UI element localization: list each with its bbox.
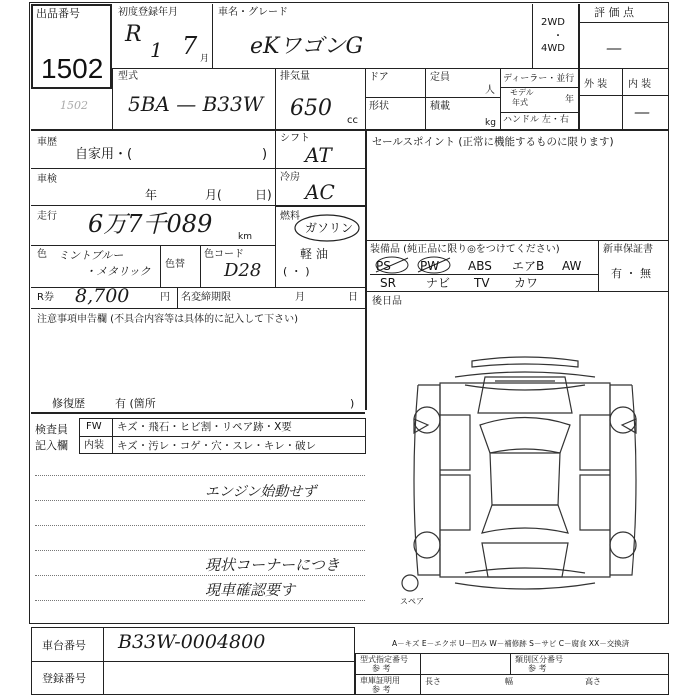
spare-label: スペア bbox=[400, 597, 424, 606]
divider bbox=[532, 4, 533, 68]
inspector-comment-2: 現状コーナーにつき bbox=[205, 556, 340, 574]
divider bbox=[31, 129, 669, 131]
car-name: eKワゴンG bbox=[250, 34, 364, 59]
equipment-item: ナビ bbox=[426, 276, 451, 290]
damage-legend: A－キズ E－エクボ U－凹み W－補修跡 S－サビ C－腐食 XX－交換済 bbox=[392, 639, 630, 648]
divider bbox=[112, 418, 113, 454]
divider bbox=[275, 129, 276, 287]
length-label: 長さ bbox=[425, 677, 441, 686]
color-value-2: ・メタリック bbox=[85, 265, 151, 278]
recycle-label: R券 bbox=[37, 292, 54, 303]
interior-label: 内 装 bbox=[628, 79, 652, 90]
divider bbox=[598, 240, 599, 291]
dealer-label: ディーラー・並行 bbox=[503, 74, 575, 84]
color-label: 色 bbox=[37, 249, 47, 260]
history-close: ) bbox=[262, 147, 268, 162]
divider bbox=[112, 68, 113, 129]
divider bbox=[420, 653, 421, 695]
divider bbox=[425, 68, 426, 129]
repair-value: 有 (箇所 bbox=[115, 397, 156, 410]
score-value: — bbox=[606, 38, 622, 57]
fuel-option-gasoline: ガソリン bbox=[305, 221, 354, 235]
reg-month: 7 bbox=[182, 32, 198, 60]
car-name-label: 車名・グレード bbox=[218, 7, 288, 18]
model-year-label-2: 年式 bbox=[512, 98, 528, 107]
fuel-circle-mark bbox=[292, 210, 362, 244]
drive-4wd: 4WD bbox=[541, 43, 565, 54]
color-change-label: 色替 bbox=[165, 259, 185, 270]
divider bbox=[622, 68, 623, 129]
equipment-label: 装備品 (純正品に限り◎をつけてください) bbox=[370, 244, 560, 255]
handle-label: ハンドル 左・右 bbox=[503, 115, 569, 125]
divider bbox=[365, 129, 367, 410]
equipment-item: カワ bbox=[514, 276, 539, 290]
divider bbox=[365, 240, 669, 241]
name-change-month: 月 bbox=[295, 292, 305, 303]
divider bbox=[103, 627, 104, 695]
color-code-value: D28 bbox=[224, 260, 262, 281]
divider bbox=[31, 412, 365, 414]
divider bbox=[275, 206, 365, 207]
mileage-unit: km bbox=[238, 232, 252, 242]
model-year-label: モデル bbox=[510, 88, 534, 97]
inspector-comment-3: 現車確認要す bbox=[205, 581, 296, 599]
class-label: 類別区分番号 bbox=[515, 655, 563, 664]
type-cert-ref: 参 考 bbox=[372, 664, 391, 673]
divider bbox=[500, 68, 501, 129]
equipment-item: AW bbox=[562, 259, 582, 273]
inspection-label: 車検 bbox=[37, 174, 57, 185]
equipment-item: エアB bbox=[512, 259, 545, 273]
fuel-label: 燃料 bbox=[280, 211, 300, 222]
mileage-label: 走行 bbox=[37, 211, 57, 222]
cert-label: 車庫証明用 bbox=[360, 676, 400, 685]
warranty-value: 有 ・ 無 bbox=[611, 267, 651, 280]
width-label: 幅 bbox=[505, 677, 513, 686]
fuel-option-diesel: 軽 油 bbox=[300, 247, 328, 261]
divider bbox=[365, 291, 669, 292]
model-value: 5BA — B33W bbox=[128, 92, 264, 116]
model-label: 型式 bbox=[118, 71, 138, 82]
divider bbox=[31, 661, 355, 662]
fw-label: FW bbox=[86, 421, 102, 432]
divider bbox=[365, 68, 366, 129]
comment-line bbox=[35, 475, 365, 476]
inspection-year: 年 bbox=[145, 188, 158, 202]
shape-label: 形状 bbox=[369, 101, 389, 112]
displacement-unit: cc bbox=[347, 115, 358, 126]
equipment-item: SR bbox=[380, 276, 396, 290]
lot-number-faint: 1502 bbox=[60, 99, 88, 112]
int-text: キズ・汚レ・コゲ・穴・スレ・キレ・破レ bbox=[117, 440, 317, 452]
divider bbox=[112, 68, 669, 69]
divider bbox=[212, 4, 213, 68]
repair-close: ) bbox=[350, 397, 355, 410]
int-label: 内装 bbox=[84, 440, 104, 451]
score-label: 評 価 点 bbox=[594, 6, 634, 19]
after-install-label: 後日品 bbox=[372, 296, 402, 307]
interior-value: — bbox=[634, 102, 650, 121]
equipment-item: PW bbox=[420, 259, 440, 273]
divider bbox=[365, 97, 500, 98]
notes-label: 注意事項申告欄 (不具合内容等は具体的に記入して下さい) bbox=[37, 314, 298, 325]
type-cert-label: 型式指定番号 bbox=[360, 655, 408, 664]
aircon-label: 冷房 bbox=[280, 172, 300, 183]
divider bbox=[578, 95, 669, 96]
displacement-value: 650 bbox=[290, 96, 332, 121]
lot-number: 1502 bbox=[41, 53, 104, 84]
comment-line bbox=[35, 500, 365, 501]
reg-year: 1 bbox=[150, 38, 163, 62]
inspector-comment-1: エンジン始動せず bbox=[205, 484, 317, 500]
divider bbox=[160, 245, 161, 287]
divider bbox=[355, 674, 669, 675]
inspector-label-1: 検査員 bbox=[35, 423, 68, 436]
equipment-item: TV bbox=[474, 276, 490, 290]
lot-number-label: 出品番号 bbox=[36, 7, 80, 20]
car-damage-diagram bbox=[400, 355, 650, 605]
fuel-paren: ( ・ ) bbox=[283, 265, 310, 278]
divider bbox=[500, 112, 578, 113]
shift-label: シフト bbox=[280, 133, 310, 144]
history-label: 車歴 bbox=[37, 137, 57, 148]
door-label: ドア bbox=[369, 72, 389, 83]
fw-text: キズ・飛石・ヒビ割・リペア跡・X要 bbox=[117, 421, 292, 433]
drive-dot: ・ bbox=[553, 31, 563, 42]
capacity-unit: 人 bbox=[485, 85, 495, 96]
divider bbox=[200, 245, 201, 287]
divider bbox=[31, 245, 275, 246]
divider bbox=[31, 308, 365, 309]
load-unit: kg bbox=[485, 118, 496, 128]
inspection-month: 月( bbox=[205, 188, 222, 202]
sales-point-label: セールスポイント (正常に機能するものに限ります) bbox=[372, 136, 614, 148]
displacement-label: 排気量 bbox=[280, 71, 310, 82]
name-change-label: 名変締期限 bbox=[181, 292, 231, 303]
reg-date-label: 初度登録年月 bbox=[118, 7, 178, 18]
capacity-label: 定員 bbox=[430, 72, 450, 83]
mileage-value: 6万7千089 bbox=[88, 210, 213, 238]
divider bbox=[578, 22, 669, 23]
equipment-item: ABS bbox=[468, 259, 492, 273]
equipment-item: PS bbox=[376, 259, 391, 273]
reg-month-unit: 月 bbox=[200, 54, 210, 64]
height-label: 高さ bbox=[585, 677, 601, 686]
aircon-value: AC bbox=[305, 180, 335, 204]
chassis-value: B33W-0004800 bbox=[118, 631, 266, 653]
name-change-day: 日 bbox=[348, 292, 358, 303]
comment-line bbox=[35, 550, 365, 551]
inspection-day: 日) bbox=[255, 188, 272, 202]
recycle-unit: 円 bbox=[160, 292, 170, 303]
repair-label: 修復歴 bbox=[52, 397, 85, 410]
divider bbox=[177, 287, 178, 308]
inspector-label-2: 記入欄 bbox=[35, 439, 68, 452]
model-year-unit: 年 bbox=[565, 95, 575, 105]
comment-line bbox=[35, 600, 365, 601]
comment-line bbox=[35, 525, 365, 526]
exterior-label: 外 装 bbox=[584, 79, 608, 90]
color-code-label: 色コード bbox=[204, 249, 244, 260]
recycle-value: 8,700 bbox=[75, 285, 130, 307]
divider bbox=[31, 168, 365, 169]
warranty-label: 新車保証書 bbox=[603, 244, 653, 255]
shift-value: AT bbox=[305, 143, 332, 167]
divider bbox=[510, 653, 511, 674]
drive-2wd: 2WD bbox=[541, 17, 565, 28]
reg-era: R bbox=[125, 22, 142, 47]
chassis-label: 車台番号 bbox=[42, 639, 86, 652]
reg-no-label: 登録番号 bbox=[42, 672, 86, 685]
divider bbox=[275, 68, 276, 129]
cert-ref: 参 考 bbox=[372, 685, 391, 694]
class-ref: 参 考 bbox=[528, 664, 547, 673]
history-value: 自家用・( bbox=[75, 147, 133, 162]
load-label: 積載 bbox=[430, 101, 450, 112]
color-value-1: ミントブルー bbox=[58, 249, 124, 262]
comment-line bbox=[35, 575, 365, 576]
divider bbox=[79, 436, 366, 437]
